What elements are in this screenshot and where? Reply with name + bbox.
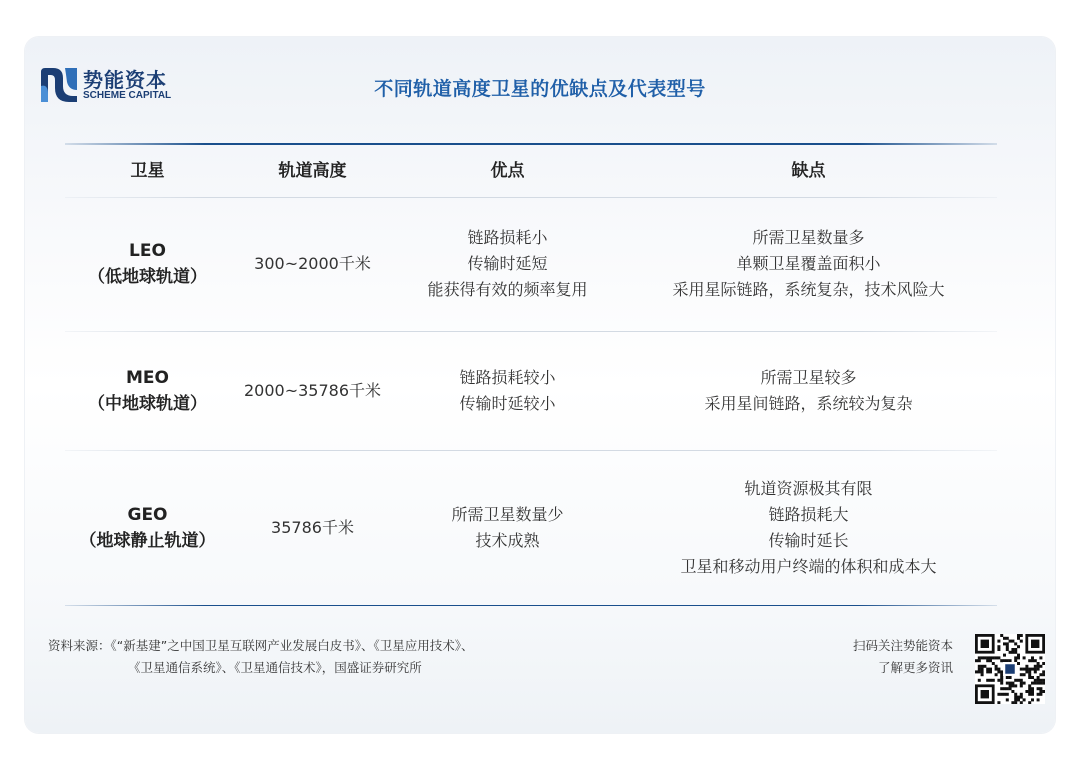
table-bottom-rule bbox=[65, 605, 997, 606]
con-item: 所需卫星数量多 bbox=[752, 228, 865, 247]
qr-code-icon[interactable] bbox=[975, 634, 1045, 704]
source-note bbox=[48, 635, 473, 679]
table-row-meo-satellite bbox=[65, 332, 230, 449]
satellite-orbit-name: （地球静止轨道） bbox=[79, 530, 216, 551]
con-item: 卫星和移动用户终端的体积和成本大 bbox=[680, 556, 937, 576]
con-item: 轨道资源极其有限 bbox=[744, 478, 873, 498]
con-item: 单颗卫星覆盖面积小 bbox=[736, 254, 881, 273]
table-row-geo-cons bbox=[620, 451, 997, 604]
con-item: 采用星际链路，系统复杂，技术风险大 bbox=[672, 280, 945, 299]
page-title: 不同轨道高度卫星的优缺点及代表型号 bbox=[374, 78, 706, 100]
table-row-leo-cons bbox=[620, 198, 997, 330]
brand-name-cn: 势能资本 bbox=[83, 68, 167, 92]
brand-name-en: SCHEME CAPITAL bbox=[83, 90, 172, 101]
table-row-geo-pros bbox=[395, 451, 620, 604]
follow-note bbox=[853, 635, 953, 679]
header-altitude: 轨道高度 bbox=[278, 161, 347, 181]
table-row-meo-cons bbox=[620, 332, 997, 449]
satellite-code: MEO bbox=[126, 367, 169, 388]
con-item: 所需卫星较多 bbox=[760, 367, 857, 387]
pro-item: 链路损耗小 bbox=[467, 228, 548, 247]
pro-item: 链路损耗较小 bbox=[459, 367, 556, 387]
con-item: 链路损耗大 bbox=[768, 504, 849, 524]
header-satellite: 卫星 bbox=[130, 161, 165, 181]
infographic-card bbox=[25, 37, 1055, 733]
follow-line-2: 了解更多资讯 bbox=[877, 660, 953, 675]
satellite-orbit-name: （中地球轨道） bbox=[88, 393, 207, 414]
table-row-leo-satellite bbox=[65, 198, 230, 330]
table-row-leo-pros bbox=[395, 198, 620, 330]
pro-item: 技术成熟 bbox=[475, 530, 540, 550]
satellite-orbit-name: （低地球轨道） bbox=[88, 267, 207, 287]
table-row-meo-pros bbox=[395, 332, 620, 449]
table-row-geo-altitude: 35786千米 bbox=[271, 517, 354, 537]
table-row-geo-satellite bbox=[65, 451, 230, 604]
table-row-leo-altitude: 300~2000千米 bbox=[254, 254, 371, 273]
follow-line-1: 扫码关注势能资本 bbox=[852, 638, 953, 653]
satellite-code: LEO bbox=[129, 241, 166, 261]
pro-item: 能获得有效的频率复用 bbox=[427, 280, 588, 299]
con-item: 采用星间链路，系统较为复杂 bbox=[704, 393, 913, 413]
header-cons: 缺点 bbox=[791, 161, 826, 181]
source-line-1: 资料来源：《“新基建”之中国卫星互联网产业发展白皮书》、《卫星应用技术》、 bbox=[48, 638, 474, 653]
satellite-code: GEO bbox=[127, 504, 168, 525]
pro-item: 传输时延较小 bbox=[459, 393, 556, 413]
header-pros: 优点 bbox=[490, 161, 525, 181]
source-line-2: 《卫星通信系统》、《卫星通信技术》，国盛证券研究所 bbox=[128, 660, 422, 675]
table-row-meo-altitude: 2000~35786千米 bbox=[243, 380, 382, 400]
con-item: 传输时延长 bbox=[768, 530, 849, 550]
pro-item: 传输时延短 bbox=[467, 254, 548, 273]
pro-item: 所需卫星数量少 bbox=[451, 504, 564, 524]
